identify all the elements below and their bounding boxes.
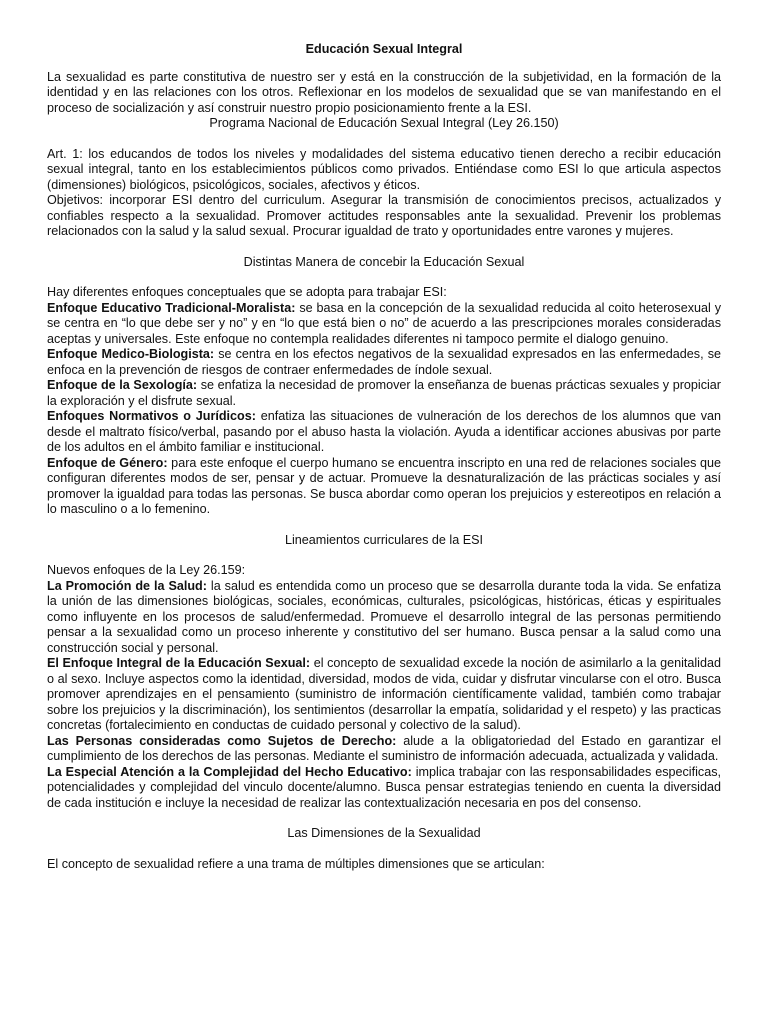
enfoque-item [47, 409, 721, 456]
dimensiones-intro: El concepto de sexualidad refiere a una trama de múltiples dimensiones que se articulan: [47, 856, 545, 871]
lineamiento-item [47, 734, 721, 765]
spacer [47, 842, 721, 857]
document-page [47, 42, 721, 872]
intro-paragraph: La sexualidad es parte constitutiva de nuestro ser y está en la construcción de la subjetividad, en la formación de la identidad y en las relaciones con los otros. Reflexionar en los modelos de sexualidad que se van manifestando en el proceso de socialización y así construir nuestro propio posicionamiento frente a la ESI. [47, 69, 721, 115]
objectives-paragraph: Objetivos: incorporar ESI dentro del curriculum. Asegurar la transmisión de conocimientos precisos, actualizados y confiables respecto a la sexualidad. Promover actitudes responsables ante la sexualidad. Prevenir los problemas relacionados con la salud y la salud sexual. Procurar igualdad de trato y oportunidades entre varones y mujeres. [47, 193, 721, 238]
section-heading-lineamientos: Lineamientos curriculares de la ESI [284, 532, 484, 547]
lineamiento-text: alude a la obligatoriedad del Estado en garantizar el cumplimiento de los derechos de las personas. Mediante el suministro de información adecuada, actualizada y validada. [47, 733, 722, 763]
spacer [47, 518, 721, 533]
spacer [47, 811, 721, 826]
lineamiento-item [47, 579, 721, 657]
program-heading: Programa Nacional de Educación Sexual Integral (Ley 26.150) [209, 116, 559, 130]
lineamiento-term: La Especial Atención a la Complejidad del Hecho Educativo: [47, 764, 412, 779]
lineamiento-text: el concepto de sexualidad excede la noción de asimilarlo a la genitalidad o al sexo. Incluye aspectos como la identidad, diversidad, modos de vida, cuidar y disfrutar vincularse con el otro. Busca promover aprendizajes en el pensamiento (suministro de información científicamente validad, también como trabajar sobre los prejuicios y la discriminación), los sentimientos (desarrollar la empatía, solidaridad y el respeto) y las practicas concretas (fortalecimiento en conductas de cuidado personal y colectivo de la salud). [47, 656, 721, 732]
section-heading-enfoques: Distintas Manera de concebir la Educación Sexual [243, 254, 525, 269]
enfoques-intro: Hay diferentes enfoques conceptuales que se adopta para trabajar ESI: [47, 285, 447, 299]
enfoque-item [47, 347, 721, 378]
enfoque-term: Enfoque Educativo Tradicional-Moralista: [47, 300, 296, 315]
enfoque-text: se basa en la concepción de la sexualidad reducida al coito heterosexual y se centra en “lo que debe ser y no” y en “lo que está bien o no” de acuerdo a las prescripciones morales consideradas aceptas y universales. Este enfoque no contempla realidades diferentes ni tampoco permite el dialogo genuino. [47, 300, 721, 346]
enfoque-text: se enfatiza la necesidad de promover la enseñanza de buenas prácticas sexuales y propiciar la exploración y el disfrute sexual. [47, 378, 721, 408]
lineamiento-term: La Promoción de la Salud: [47, 578, 207, 593]
enfoque-term: Enfoques Normativos o Jurídicos: [47, 409, 256, 423]
enfoque-item [47, 301, 721, 348]
enfoque-item [47, 378, 721, 409]
enfoque-item [47, 456, 721, 518]
lineamiento-term: Las Personas consideradas como Sujetos de Derecho: [47, 733, 397, 748]
enfoque-text: se centra en los efectos negativos de la sexualidad expresados en las enfermedades, se enfoca en la prevención de riesgos de contraer enfermedades de índole sexual. [47, 347, 722, 377]
spacer [47, 548, 721, 563]
enfoque-text: para este enfoque el cuerpo humano se encuentra inscripto en una red de relaciones sociales que configuran diferentes modos de ser, pensar y de actuar. Promueve la desnaturalización de las prácticas sociales y así promover la igualdad para todas las personas. Se busca abordar como operan los prejuicios y estereotipos en relación a lo masculino o a lo femenino. [47, 455, 721, 516]
enfoque-text: enfatiza las situaciones de vulneración de los derechos de los alumnos que van desde el maltrato físico/verbal, pasando por el abuso hasta la violación. Ayuda a identificar acciones abusivas por parte de los adultos en el ámbito familiar e institucional. [47, 409, 721, 454]
lineamiento-item [47, 765, 721, 812]
section-heading-dimensiones: Las Dimensiones de la Sexualidad [287, 826, 481, 840]
spacer [47, 132, 721, 147]
lineamiento-text: la salud es entendida como un proceso que se desarrolla durante toda la vida. Se enfatiza la unión de las dimensiones biológicas, sociales, económicas, culturales, psicológicas, históricas, éticas y espirituales como influyente en los procesos de salud/enfermedad. Promueve el desarrollo integral de las personas permitiendo pensar a la sexualidad como un proceso inherente y constitutivo del ser humano. Busca pensar a la salud como una construcción social y personal. [47, 578, 721, 655]
lineamiento-item [47, 656, 721, 734]
lineamiento-text: implica trabajar con las responsabilidades especificas, potencialidades y complejidad del vinculo docente/alumno. Busca pensar estrategias teniendo en cuenta la diversidad de cada institución e incluye la necesidad de realizar las contextualización necesaria en pos del consenso. [47, 764, 721, 810]
article-1-paragraph: Art. 1: los educandos de todos los niveles y modalidades del sistema educativo tienen derecho a recibir educación sexual integral, tanto en los establecimientos públicos como privados. Entiéndase como ESI lo que articula aspectos (dimensiones) biológicos, psicológicos, sociales, afectivos y éticos. [47, 146, 721, 192]
lineamiento-term: El Enfoque Integral de la Educación Sexual: [47, 656, 311, 670]
spacer [47, 240, 721, 255]
enfoque-term: Enfoque Medico-Biologista: [47, 347, 215, 361]
lineamientos-intro: Nuevos enfoques de la Ley 26.159: [47, 563, 246, 577]
enfoque-term: Enfoque de la Sexología: [47, 378, 198, 392]
document-title: Educación Sexual Integral [305, 42, 463, 56]
spacer [47, 270, 721, 285]
enfoque-term: Enfoque de Género: [47, 455, 168, 470]
